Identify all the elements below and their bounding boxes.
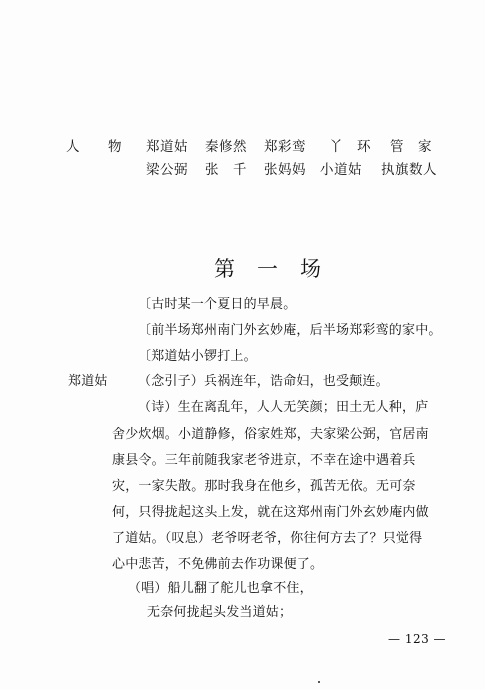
dialogue-line: 灾，一家失散。那时我身在他乡，孤苦无依。无可奈: [112, 479, 416, 494]
print-speck: [318, 681, 320, 683]
stage-direction: 〔前半场郑州南门外玄妙庵，后半场郑彩鸾的家中。: [138, 323, 442, 338]
dialogue-line: 康县令。三年前随我家老爷进京，不幸在途中遇着兵: [112, 453, 416, 468]
cast-name: 小道姑: [320, 162, 362, 178]
cast-name: 丫 环: [329, 139, 371, 155]
cast-label: 人 物: [66, 139, 122, 155]
scene-title: 第 一 场: [214, 257, 322, 281]
stage-direction: 〔古时某一个夏日的早晨。: [138, 297, 297, 312]
cast-name: 执旗数人: [381, 162, 437, 178]
stage-direction: 〔郑道姑小锣打上。: [138, 349, 257, 364]
verse-line: （唱）船儿翻了舵儿也拿不住，: [128, 581, 313, 596]
dialogue-line: （诗）生在离乱年，人人无笑颜；田土无人种，庐: [138, 400, 429, 415]
cast-name: 秦修然: [205, 139, 247, 155]
dialogue-line: 了道姑。（叹息）老爷呀老爷，你往何方去了？只觉得: [112, 531, 423, 546]
dialogue-line: （念引子）兵祸连年，诰命妇，也受颠连。: [138, 374, 389, 389]
dialogue-line: 何，只得拢起这头上发，就在这郑州南门外玄妙庵内做: [112, 505, 429, 520]
cast-name: 张妈妈: [264, 162, 306, 178]
cast-name: 郑彩鸾: [264, 139, 306, 155]
cast-name: 梁公弼: [146, 162, 188, 178]
verse-line: 无奈何拢起头发当道姑；: [147, 605, 293, 620]
cast-name: 管 家: [390, 139, 432, 155]
cast-name: 郑道姑: [146, 139, 188, 155]
page-number: — 123 —: [388, 632, 447, 646]
dialogue-line: 舍少炊烟。小道静修，俗家姓郑，夫家梁公弼，官居南: [112, 427, 429, 442]
speaker-name: 郑道姑: [68, 374, 108, 389]
dialogue-line: 心中悲苦，不免佛前去作功课便了。: [112, 557, 324, 572]
cast-name: 张 千: [205, 162, 247, 178]
